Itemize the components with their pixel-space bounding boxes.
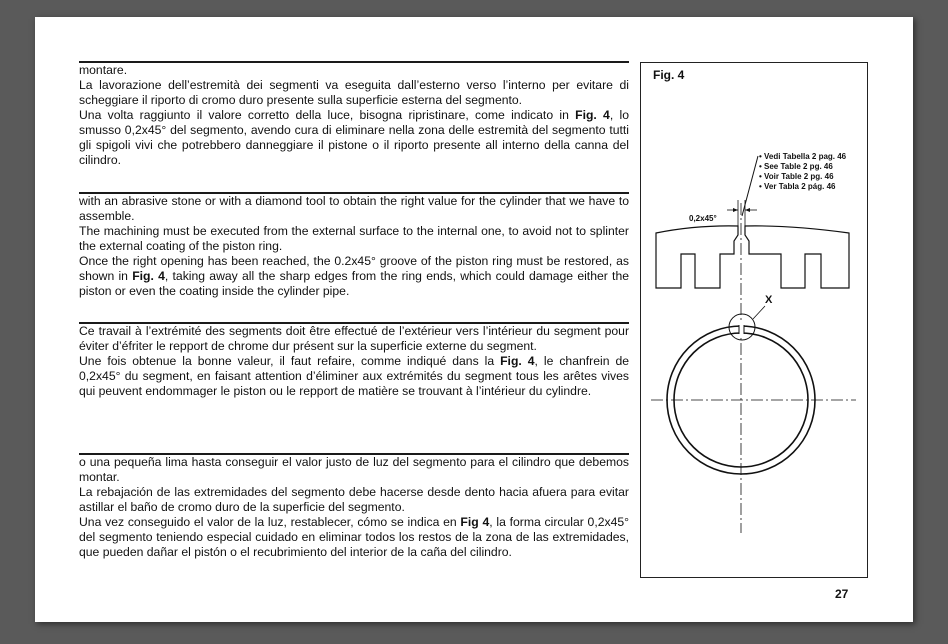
figure-box [640,62,868,578]
piston-ring-diagram [641,63,867,577]
ring-section-left [656,226,738,288]
paragraph: The machining must be executed from the external surface to the internal one, to avoid not to splinter the external coating of the piston ring. [79,224,629,253]
figure-reference: Fig. 4 [500,354,535,368]
table-ref-en: • See Table 2 pg. 46 [759,162,833,171]
spanish-text-block [79,453,629,560]
ring-section-right [745,226,849,288]
paragraph: La rebajación de las extremidades del segmento debe hacerse desde dento hacia afuera para evitar astillar el baño de cromo duro de la superficie del segmento. [79,485,629,514]
table-ref-fr: • Voir Table 2 pg. 46 [759,172,834,181]
paragraph: Ce travail à l’extrémité des segments doit être effectué de l’extérieur vers l’intérieur du segment pour éviter d’éfriter le repport de chrome dur présent sur la superficie externe du segment. [79,324,629,353]
paragraph: Una volta raggiunto il valore corretto della luce, bisogna ripristinare, come indicato in Fig. 4, lo smusso 0,2x45° del segmento, avendo cura di eliminare nella zona delle estremità del segmento tutti gli spigoli vivi che potrebbero danneggiare il pistone o il riporto presente all interno della canna del cilindro. [79,108,629,167]
paragraph: montare. [79,63,128,77]
paragraph: Once the right opening has been reached, the 0.2x45° groove of the piston ring must be restored, as shown in Fig. 4, taking away all the sharp edges from the ring ends, which could damage either the piston or even the coating inside the cylinder pipe. [79,254,629,298]
figure-reference: Fig. 4 [132,269,165,283]
table-ref-it: • Vedi Tabella 2 pag. 46 [759,152,847,161]
paragraph: Une fois obtenue la bonne valeur, il faut refaire, comme indiqué dans la Fig. 4, le chanfrein de 0,2x45° du segment, en faisant attention d’éliminer aux extrémités du segment tous les arêtes vives qui peuvent endommager le piston ou le repport de matière se trouvant à l’intérieur du cylindre. [79,354,630,398]
italian-text-block [79,61,629,168]
paragraph: Una vez conseguido el valor de la luz, restablecer, cómo se indica en Fig 4, la forma circular 0,2x45° del segmento teniendo especial cuidado en eliminar todos los restos de la zona de las extremidades, que pueden dañar el pistón o el recubrimiento del interior de la caña del cilindro. [79,515,630,559]
table-ref-es: • Ver Tabla 2 pág. 46 [759,182,836,191]
paragraph: with an abrasive stone or with a diamond tool to obtain the right value for the cylinder that we have to assemble. [79,194,629,223]
leader-line [742,156,758,216]
paragraph: o una pequeña lima hasta conseguir el valor justo de luz del segmento para el cilindro que debemos montar. [79,455,629,484]
french-text-block [79,322,629,399]
figure-reference: Fig. 4 [575,108,610,122]
detail-marker: X [765,294,773,306]
paragraph: La lavorazione dell’estremità dei segmenti va eseguita dall’esterno verso l’interno per evitare di scheggiare il riporto di cromo duro presente sulla superficie esterna del segmento. [79,78,629,107]
document-page [35,17,913,622]
english-text-block [79,192,629,299]
figure-reference: Fig 4 [460,515,490,529]
dimension-label: 0,2x45° [689,214,717,223]
figure-label: Fig. 4 [653,68,685,82]
page-number: 27 [835,587,849,601]
